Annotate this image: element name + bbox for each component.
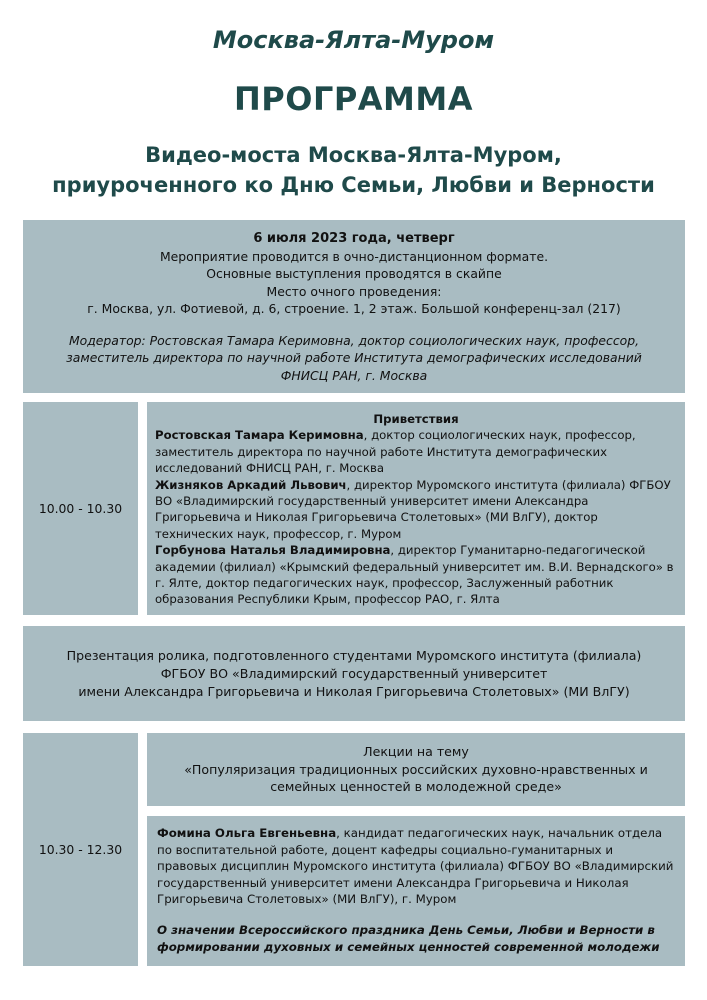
speaker-desc: , доктор социологических наук, профессор, заместитель директора по научной работе Института демографических исследований ФНИСЦ РАН, г. Москва (155, 428, 636, 476)
event-title: Москва-Ялта-Муром (212, 26, 495, 54)
speaker-name: Фомина Ольга Евгеньевна (157, 826, 337, 840)
lecture-speaker-block (147, 816, 685, 966)
event-date: 6 июля 2023 года, четверг (253, 231, 455, 246)
speaker-desc: , директор Муромского института (филиала) ФГБОУ ВО «Владимирский государственный университет имени Александра Григорьевича и Николая Григорьевича Столетовых» (МИ ВлГУ), доктор технических наук, профессор, г. Муром (155, 477, 671, 541)
info-line: Место очного проведения: (266, 283, 442, 299)
moderator-line: Модератор: Ростовская Тамара Керимовна, доктор социологических наук, профессор, (68, 332, 640, 348)
moderator-line: ФНИСЦ РАН, г. Москва (280, 367, 428, 383)
event-info-block (23, 220, 685, 393)
presentation-line: Презентация ролика, подготовленного студентами Муромского института (филиала) (66, 647, 642, 663)
venue-address: г. Москва, ул. Фотиевой, д. 6, строение. 1, 2 этаж. Большой конференц-зал (217) (87, 301, 621, 316)
greetings-block (147, 402, 685, 615)
presentation-line: ФГБОУ ВО «Владимирский государственный университет (160, 665, 548, 681)
lecture-line: Лекции на тему (363, 744, 469, 760)
lecture-line: семейных ценностей в молодежной среде» (270, 779, 562, 795)
presentation-line: имени Александра Григорьевича и Николая Григорьевича Столетовых» (МИ ВлГУ) (78, 683, 630, 699)
lecture-line: «Популяризация традиционных российских духовно-нравственных и (184, 761, 648, 777)
program-heading: ПРОГРАММА (234, 80, 473, 118)
speaker-entry (155, 427, 677, 476)
info-line: Мероприятие проводится в очно-дистанционном формате. (159, 248, 549, 264)
speaker-name: Горбунова Наталья Владимировна (155, 543, 391, 558)
greetings-heading: Приветствия (373, 412, 459, 426)
moderator-line: заместитель директора по научной работе Института демографических исследований (66, 350, 642, 365)
program-subtitle (0, 140, 707, 200)
speaker-name: Ростовская Тамара Керимовна (155, 428, 364, 443)
lecture-topic-block (147, 733, 685, 806)
speaker-name: Жизняков Аркадий Львович (155, 477, 347, 492)
presentation-block (23, 626, 685, 721)
talk-title: О значении Всероссийского праздника День Семьи, Любви и Верности в формировании духовных и семейных ценностей современной молодежи (157, 922, 660, 954)
speaker-entry (155, 477, 677, 543)
speaker-desc: , директор Гуманитарно-педагогической академии (филиал) «Крымский федеральный университет им. В.И. Вернадского» в г. Ялте, доктор педагогических наук, профессор, Заслуженный работник образования Республики Крым, профессор РАО, г. Ялта (155, 543, 674, 607)
speaker-entry (157, 825, 675, 908)
speaker-desc: , кандидат педагогических наук, начальник отдела по воспитательной работе, доцент кафедры социально-гуманитарных и правовых дисциплин Муромского института (филиала) ФГБОУ ВО «Владимирский государственный университет имени Александра Григорьевича и Николая Григорьевича Столетовых» (МИ ВлГУ), г. Муром (157, 826, 674, 907)
info-line: Основные выступления проводятся в скайпе (206, 266, 502, 281)
session-time: 10.30 - 12.30 (23, 733, 138, 966)
subtitle-line: приуроченного ко Дню Семьи, Любви и Верности (52, 173, 655, 197)
session-time: 10.00 - 10.30 (23, 402, 138, 615)
speaker-entry (155, 542, 677, 608)
subtitle-line: Видео-моста Москва-Ялта-Муром, (145, 143, 562, 167)
